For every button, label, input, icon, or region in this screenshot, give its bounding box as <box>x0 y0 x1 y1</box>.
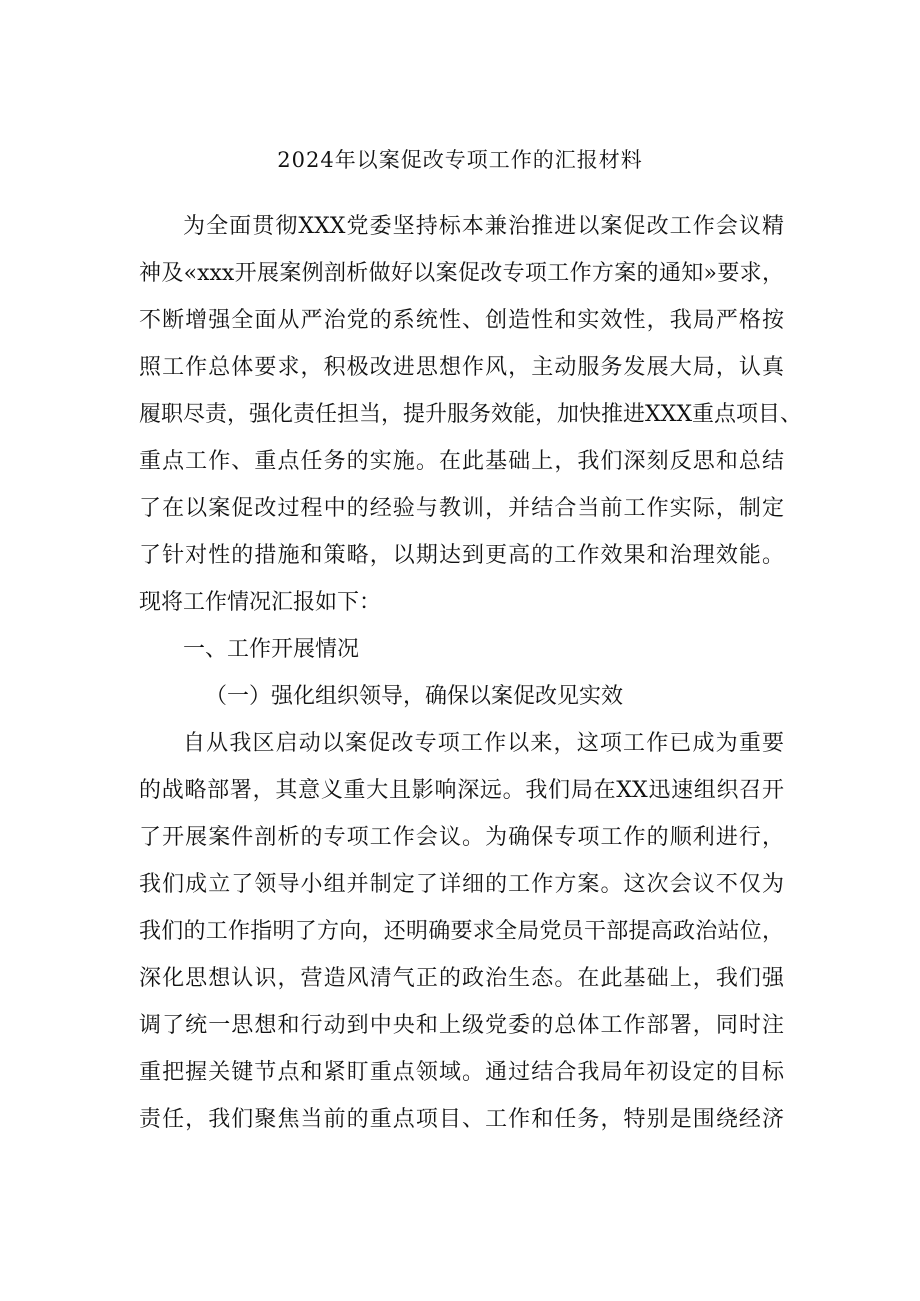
body-line: 了开展案件剖析的专项工作会议。为确保专项工作的顺利进行， <box>139 825 784 850</box>
section-heading: 一、工作开展情况 <box>183 637 360 662</box>
intro-line: 为全面贯彻XXX党委坚持标本兼治推进以案促改工作会议精 <box>183 214 784 239</box>
body-line: 调了统一思想和行动到中央和上级党委的总体工作部署，同时注 <box>139 1013 784 1038</box>
intro-line: 了在以案促改过程中的经验与教训，并结合当前工作实际，制定 <box>139 496 784 521</box>
body-line: 我们的工作指明了方向，还明确要求全局党员干部提高政治站位， <box>139 919 784 944</box>
document-title: 2024年以案促改专项工作的汇报材料 <box>277 148 643 172</box>
intro-line: 照工作总体要求，积极改进思想作风，主动服务发展大局，认真 <box>139 355 784 380</box>
intro-line: 了针对性的措施和策略，以期达到更高的工作效果和治理效能。 <box>139 543 784 568</box>
body-line: 重把握关键节点和紧盯重点领域。通过结合我局年初设定的目标 <box>139 1060 784 1085</box>
body-line: 我们成立了领导小组并制定了详细的工作方案。这次会议不仅为 <box>139 872 784 897</box>
intro-line: 重点工作、重点任务的实施。在此基础上，我们深刻反思和总结 <box>139 449 784 474</box>
body-line: 自从我区启动以案促改专项工作以来，这项工作已成为重要 <box>183 731 784 756</box>
intro-line: 现将工作情况汇报如下： <box>139 590 382 615</box>
subsection-heading: （一）强化组织领导，确保以案促改见实效 <box>205 684 624 709</box>
body-line: 的战略部署，其意义重大且影响深远。我们局在XX迅速组织召开 <box>139 778 784 803</box>
body-line: 责任，我们聚焦当前的重点项目、工作和任务，特别是围绕经济 <box>139 1107 784 1132</box>
intro-line: 不断增强全面从严治党的系统性、创造性和实效性，我局严格按 <box>139 308 784 333</box>
body-line: 深化思想认识，营造风清气正的政治生态。在此基础上，我们强 <box>139 966 784 991</box>
intro-line: 神及«xxx开展案例剖析做好以案促改专项工作方案的通知»要求， <box>139 261 784 286</box>
intro-line: 履职尽责，强化责任担当，提升服务效能，加快推进XXX重点项目、 <box>139 402 802 427</box>
